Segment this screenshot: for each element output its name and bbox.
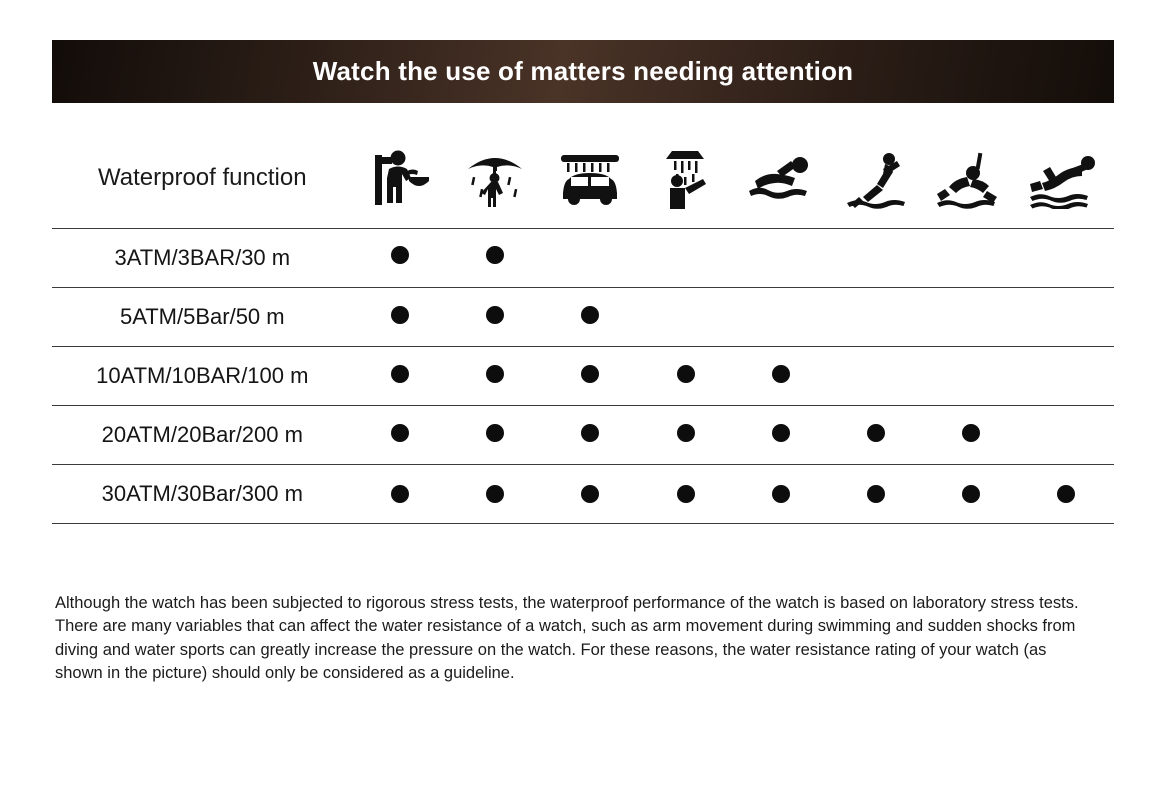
cell-mark (353, 229, 448, 288)
column-header-shower (638, 128, 733, 229)
cell-mark (733, 288, 828, 347)
cell-mark (448, 465, 543, 524)
cell-mark (1019, 288, 1114, 347)
table-row (52, 347, 1114, 406)
umbrella-rain-icon (448, 147, 543, 209)
cell-mark (1019, 406, 1114, 465)
cell-mark (543, 229, 638, 288)
table-row (52, 406, 1114, 465)
cell-mark (448, 288, 543, 347)
cell-mark (924, 406, 1019, 465)
cell-mark (828, 347, 923, 406)
cell-mark (448, 347, 543, 406)
waterproof-table-container (52, 128, 1114, 524)
cell-mark (828, 406, 923, 465)
shower-icon (638, 147, 733, 209)
waterproof-function-label: Waterproof function (52, 128, 353, 229)
table-row (52, 288, 1114, 347)
cell-mark (353, 406, 448, 465)
cell-mark (1019, 347, 1114, 406)
cell-mark (1019, 229, 1114, 288)
snorkeling-icon (924, 147, 1019, 209)
hand-washing-icon (353, 147, 448, 209)
cell-mark (543, 288, 638, 347)
disclaimer-text: Although the watch has been subjected to rigorous stress tests, the waterproof performance of the watch is based on laboratory stress tests. There are many variables that can affect the water resistance of a watch, such as arm movement during swimming and sudden shocks from diving and water sports can greatly increase the pressure on the watch. For these reasons, the water resistance rating of your watch (as shown in the picture) should only be considered as a guideline. (55, 594, 1079, 683)
waterproof-table (52, 128, 1114, 524)
table-row (52, 229, 1114, 288)
cell-mark (733, 465, 828, 524)
table-row (52, 465, 1114, 524)
column-header-rain (448, 128, 543, 229)
cell-mark (638, 406, 733, 465)
cell-mark (828, 465, 923, 524)
cell-mark (353, 465, 448, 524)
cell-mark (733, 347, 828, 406)
column-header-car-wash (543, 128, 638, 229)
row-label: 10ATM/10BAR/100 m (52, 347, 353, 406)
row-label: 30ATM/30Bar/300 m (52, 465, 353, 524)
row-label: 5ATM/5Bar/50 m (52, 288, 353, 347)
cell-mark (638, 347, 733, 406)
cell-mark (924, 288, 1019, 347)
cell-mark (638, 229, 733, 288)
cell-mark (543, 406, 638, 465)
row-label: 3ATM/3BAR/30 m (52, 229, 353, 288)
cell-mark (924, 229, 1019, 288)
cell-mark (733, 229, 828, 288)
cell-mark (733, 406, 828, 465)
cell-mark (924, 347, 1019, 406)
column-header-scuba-diving (1019, 128, 1114, 229)
table-header-row (52, 128, 1114, 229)
column-header-jump-dive (828, 128, 923, 229)
cell-mark (448, 406, 543, 465)
page-title: Watch the use of matters needing attention (312, 56, 854, 86)
column-header-hand-washing (353, 128, 448, 229)
header-banner (52, 40, 1114, 103)
car-wash-icon (543, 147, 638, 209)
cell-mark (543, 347, 638, 406)
cell-mark (448, 229, 543, 288)
row-label: 20ATM/20Bar/200 m (52, 406, 353, 465)
cell-mark (924, 465, 1019, 524)
cell-mark (828, 288, 923, 347)
swimming-icon (733, 147, 828, 209)
cell-mark (638, 465, 733, 524)
cell-mark (638, 288, 733, 347)
cell-mark (353, 347, 448, 406)
cell-mark (1019, 465, 1114, 524)
cell-mark (828, 229, 923, 288)
scuba-diving-icon (1019, 147, 1114, 209)
diving-board-jump-icon (828, 147, 923, 209)
cell-mark (543, 465, 638, 524)
cell-mark (353, 288, 448, 347)
column-header-swimming (733, 128, 828, 229)
column-header-snorkeling (924, 128, 1019, 229)
